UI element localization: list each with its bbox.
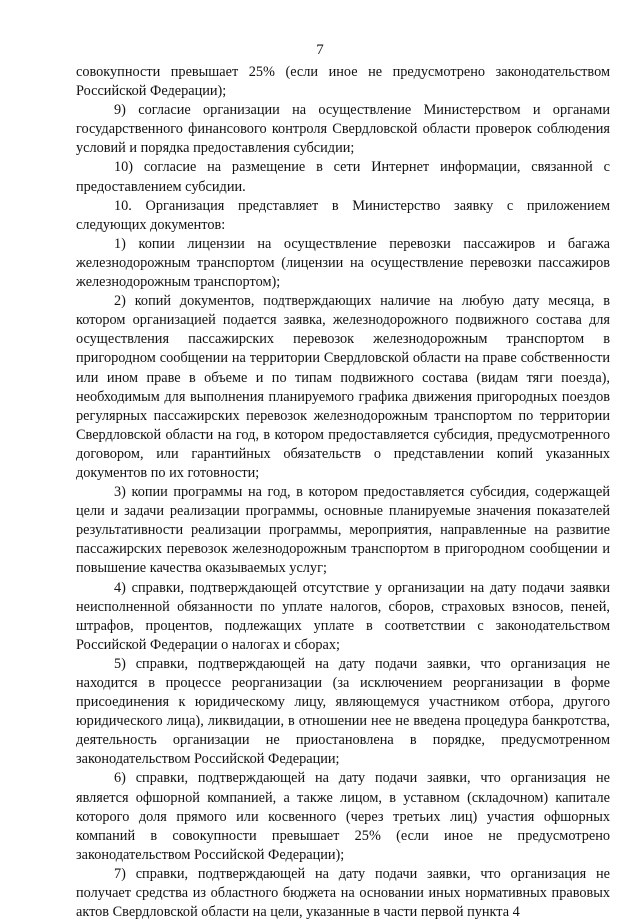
document-body [76, 63, 610, 922]
paragraph-item-10: 10) согласие на размещение в сети Интернет информации, связанной с предоставлением субсидии. [76, 159, 610, 195]
paragraph-doc-5: 5) справки, подтверждающей на дату подачи заявки, что организация не находится в процессе реорганизации (за исключением реорганизации в форме присоединения к юридическому лицу, являющемуся участником отбора, другого юридического лица), ликвидации, в отношении нее не введена процедура банкротства, деятельность организации не приостановлена в порядке, предусмотренном законодательством Российской Федерации; [76, 655, 610, 768]
paragraph-doc-7: 7) справки, подтверждающей на дату подачи заявки, что организация не получает средства из областного бюджета на основании иных нормативных правовых актов Свердловской области на цели, указанные в части первой пункта 4 [76, 865, 610, 921]
paragraph-doc-4: 4) справки, подтверждающей отсутствие у организации на дату подачи заявки неисполненной обязанности по уплате налогов, сборов, страховых взносов, пеней, штрафов, процентов, подлежащих уплате в соответствии с законодательством Российской Федерации о налогах и сборах; [76, 579, 610, 653]
paragraph-section-10: 10. Организация представляет в Министерство заявку с приложением следующих документов: [76, 197, 610, 233]
paragraph-doc-1: 1) копии лицензии на осуществление перевозки пассажиров и багажа железнодорожным транспортом (лицензии на осуществление перевозки пассажиров железнодорожным транспортом); [76, 235, 610, 291]
paragraph-doc-6: 6) справки, подтверждающей на дату подачи заявки, что организация не является офшорной компанией, а также лицом, в уставном (складочном) капитале которого доля прямого или косвенного (через третьих лиц) участия офшорных компаний в совокупности превышает 25% (если иное не предусмотрено законодательством Российской Федерации); [76, 770, 610, 863]
paragraph-continuation: совокупности превышает 25% (если иное не предусмотрено законодательством Российской Федерации); [76, 64, 610, 100]
paragraph-item-9: 9) согласие организации на осуществление Министерством и органами государственного финансового контроля Свердловской области проверок соблюдения условий и порядка предоставления субсидии; [76, 102, 610, 157]
paragraph-doc-2: 2) копий документов, подтверждающих наличие на любую дату месяца, в котором организацией подается заявка, железнодорожного подвижного состава для осуществления пассажирских перевозок железнодорожным транспортом в пригородном сообщении на территории Свердловской области на праве собственности или ином праве в объеме и по типам подвижного состава (видам тяги поезда), необходимым для выполнения планируемого графика движения пригородных поездов регулярных пассажирских перевозок железнодорожным транспортом по территории Свердловской области на год, в котором предоставляется субсидия, предусмотренного договором, или гарантийных обязательств о представлении копий указанных документов по их готовности; [76, 293, 610, 481]
page-number: 7 [316, 42, 324, 58]
paragraph-doc-3: 3) копии программы на год, в котором предоставляется субсидия, содержащей цели и задачи реализации программы, основные планируемые значения показателей результативности реализации программы, мероприятия, направленные на развитие пассажирских перевозок железнодорожным транспортом в пригородном сообщении и повышение качества оказываемых услуг; [76, 484, 610, 577]
